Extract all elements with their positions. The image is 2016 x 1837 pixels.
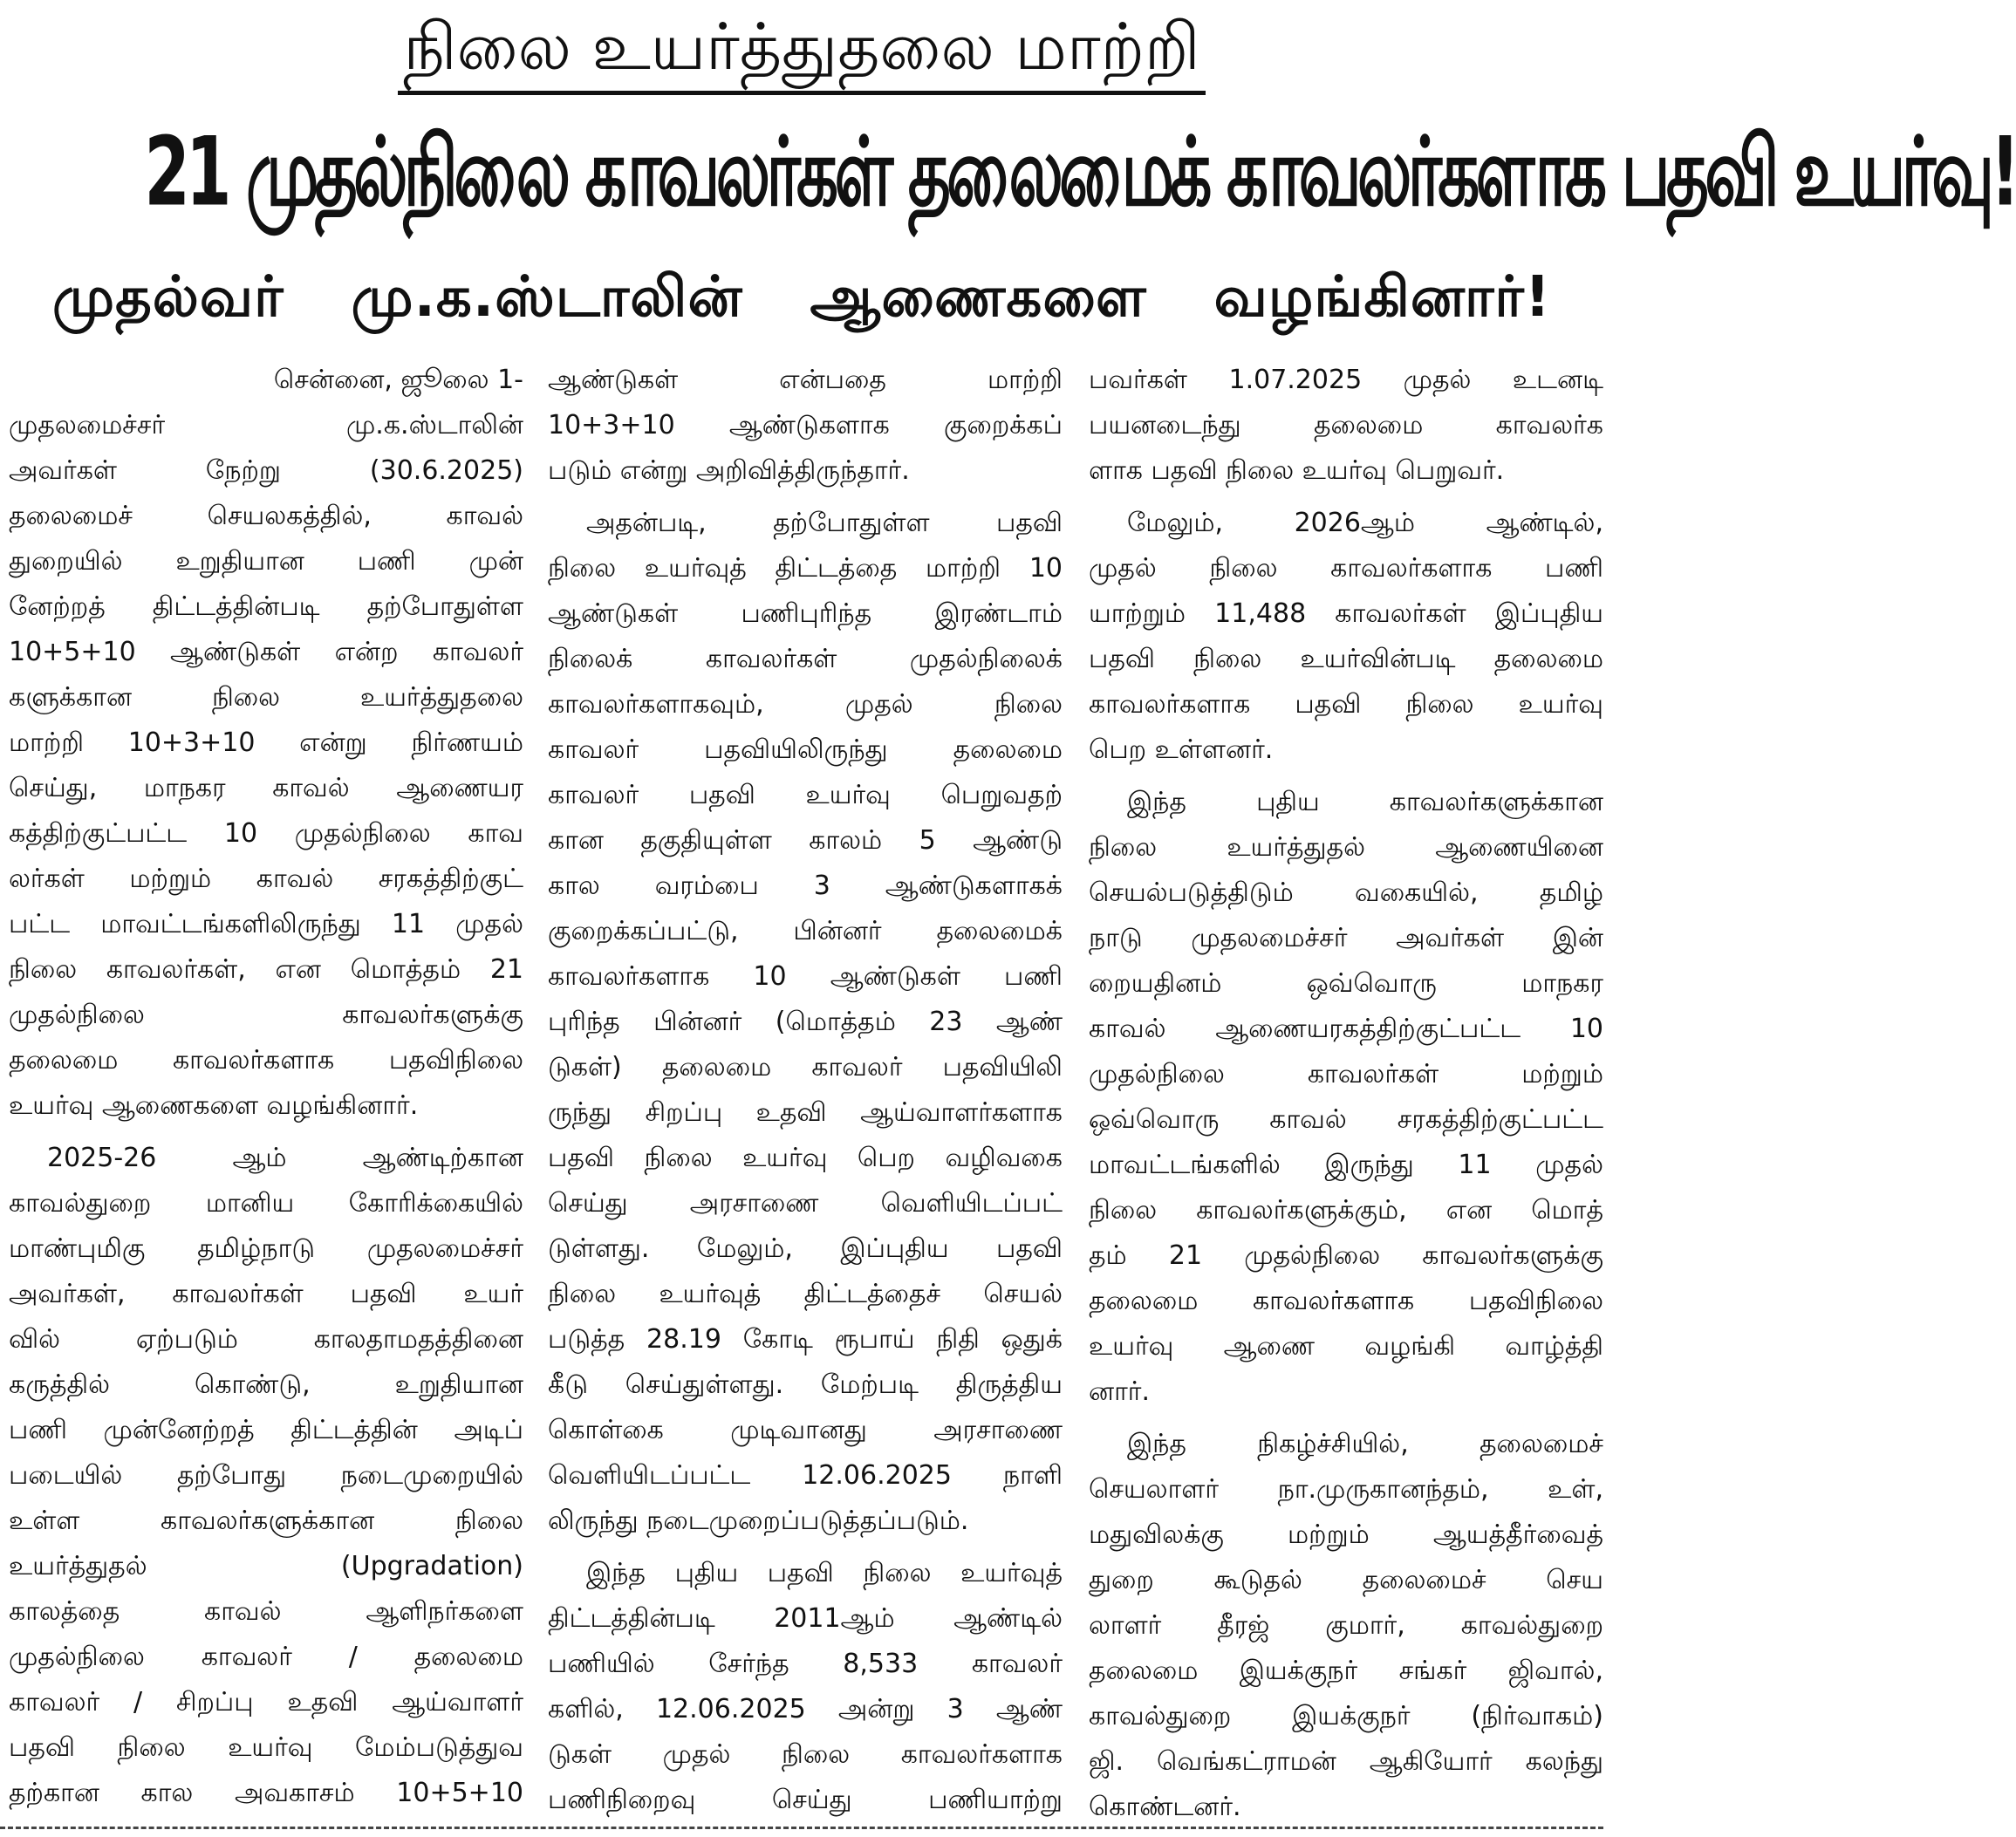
article-text-line: யாற்றும் 11,488 காவலர்கள் இப்புதிய <box>1089 598 1603 629</box>
article-column-2 <box>548 358 1063 1823</box>
article-text-line: லிருந்து நடைமுறைப்படுத்தப்படும். <box>548 1506 969 1536</box>
article-text-line: பயனடைந்து தலைமை காவலர்க <box>1089 410 1603 440</box>
article-text-line: தற்கான கால அவகாசம் 10+5+10 <box>9 1778 523 1808</box>
article-text-line: பதவி நிலை உயர்வு மேம்படுத்துவ <box>9 1732 523 1763</box>
article-text-line: பதவி நிலை உயர்வு பெற வழிவகை <box>548 1143 1063 1173</box>
article-text-line: நிலை காவலர்களுக்கும், என மொத் <box>1089 1195 1603 1226</box>
article-text-line: நிலை உயர்வுத் திட்டத்தை மாற்றி 10 <box>548 553 1063 584</box>
article-text-line: தம் 21 முதல்நிலை காவலர்களுக்கு <box>1089 1240 1603 1271</box>
article-text-line: காவலர்களாக பதவி நிலை உயர்வு <box>1089 689 1603 720</box>
article-text-line: னார். <box>1089 1376 1150 1407</box>
article-text-line: பட்ட மாவட்டங்களிலிருந்து 11 முதல் <box>9 909 523 939</box>
article-text-line: முதலமைச்சர் மு.க.ஸ்டாலின் <box>9 410 523 440</box>
article-text-line: படுத்த 28.19 கோடி ரூபாய் நிதி ஒதுக் <box>548 1324 1063 1355</box>
article-text-line: ஆண்டுகள் பணிபுரிந்த இரண்டாம் <box>548 598 1063 629</box>
article-text-line: னேற்றத் திட்டத்தின்படி தற்போதுள்ள <box>9 591 523 622</box>
article-text-line: வெளியிடப்பட்ட 12.06.2025 நாளி <box>548 1460 1063 1491</box>
article-text-line: ளாக பதவி நிலை உயர்வு பெறுவர். <box>1089 455 1505 486</box>
article-text-line: பணியில் சேர்ந்த 8,533 காவலர் <box>548 1649 1063 1679</box>
article-text-line: களில், 12.06.2025 அன்று 3 ஆண் <box>548 1694 1063 1724</box>
article-text-line: காவலர் பதவி உயர்வு பெறுவதற் <box>548 780 1063 810</box>
article-text-line: மாற்றி 10+3+10 என்று நிர்ணயம் <box>9 727 523 758</box>
article-text-line: அதன்படி, தற்போதுள்ள பதவி <box>586 508 1063 538</box>
article-text-line: கருத்தில் கொண்டு, உறுதியான <box>9 1369 523 1400</box>
article-text-line: முதல்நிலை காவலர்கள் மற்றும் <box>1089 1059 1603 1089</box>
article-text-line: நிலை உயர்வுத் திட்டத்தைச் செயல் <box>548 1279 1063 1309</box>
article-text-line: காவலர்களாகவும், முதல் நிலை <box>548 689 1063 720</box>
kicker-text: நிலை உயர்த்துதலை மாற்றி <box>398 3 1205 95</box>
article-text-line: ஆண்டுகள் என்பதை மாற்றி <box>548 365 1063 395</box>
article-text-line: செய்து அரசாணை வெளியிடப்பட் <box>548 1188 1063 1219</box>
article-text-line: ஜி. வெங்கட்ராமன் ஆகியோர் கலந்து <box>1089 1746 1603 1777</box>
article-text-line: தலைமை காவலர்களாக பதவிநிலை <box>9 1045 523 1076</box>
article-text-line: நிலை காவலர்கள், என மொத்தம் 21 <box>9 954 523 985</box>
article-text-line: இந்த புதிய காவலர்களுக்கான <box>1127 787 1603 817</box>
article-text-line: காவலர்களாக 10 ஆண்டுகள் பணி <box>548 961 1063 992</box>
article-text-line: படையில் தற்போது நடைமுறையில் <box>9 1460 523 1491</box>
article-text-line: காவல்துறை இயக்குநர் (நிர்வாகம்) <box>1089 1701 1603 1731</box>
article-text-line: கத்திற்குட்பட்ட 10 முதல்நிலை காவ <box>9 818 523 849</box>
article-text-line: கொண்டனர். <box>1089 1792 1241 1822</box>
article-text-line: கீடு செய்துள்ளது. மேற்படி திருத்திய <box>548 1369 1063 1400</box>
article-text-line: ருந்து சிறப்பு உதவி ஆய்வாளர்களாக <box>548 1097 1063 1128</box>
article-text-line: தலைமை காவலர்களாக பதவிநிலை <box>1089 1286 1603 1316</box>
article-text-line: காலத்தை காவல் ஆளிநர்களை <box>9 1596 523 1627</box>
article-text-line: நிலை உயர்த்துதல் ஆணையினை <box>1089 832 1603 863</box>
article-text-line: உள்ள காவலர்களுக்கான நிலை <box>9 1506 523 1536</box>
article-text-line: சென்னை, ஜூலை 1- <box>273 365 523 395</box>
paragraph-gap <box>1089 1415 1603 1422</box>
article-text-line: காவல் ஆணையரகத்திற்குட்பட்ட 10 <box>1089 1014 1603 1044</box>
article-text-line: ஒவ்வொரு காவல் சரகத்திற்குட்பட்ட <box>1089 1104 1603 1135</box>
article-text-line: துறை கூடுதல் தலைமைச் செய <box>1089 1565 1603 1595</box>
article-text-line: தலைமைச் செயலகத்தில், காவல் <box>9 501 523 531</box>
article-text-line: டுகள் முதல் நிலை காவலர்களாக <box>548 1739 1063 1770</box>
article-text-line: கொள்கை முடிவானது அரசாணை <box>548 1415 1063 1445</box>
article-text-line: மாவட்டங்களில் இருந்து 11 முதல் <box>1089 1150 1603 1180</box>
article-text-line: காவலர் / சிறப்பு உதவி ஆய்வாளர் <box>9 1687 523 1717</box>
article-text-line: குறைக்கப்பட்டு, பின்னர் தலைமைக் <box>548 916 1063 946</box>
article-text-line: உயர்வு ஆணைகளை வழங்கினார். <box>9 1090 419 1121</box>
article-text-line: லர்கள் மற்றும் காவல் சரகத்திற்குட் <box>9 864 523 894</box>
article-text-line: நாடு முதலமைச்சர் அவர்கள் இன் <box>1089 923 1603 953</box>
article-text-line: காவலர் பதவியிலிருந்து தலைமை <box>548 734 1063 765</box>
article-text-line: முதல்நிலை காவலர்களுக்கு <box>9 1000 523 1030</box>
article-text-line: டுகள்) தலைமை காவலர் பதவியிலி <box>548 1052 1063 1082</box>
article-column-1 <box>9 358 523 1816</box>
article-text-line: மாண்புமிகு தமிழ்நாடு முதலமைச்சர் <box>9 1233 523 1264</box>
article-text-line: 10+3+10 ஆண்டுகளாக குறைக்கப் <box>548 410 1063 440</box>
article-text-line: பணி முன்னேற்றத் திட்டத்தின் அடிப் <box>9 1415 523 1445</box>
article-text-line: 2025-26 ஆம் ஆண்டிற்கான <box>47 1143 523 1173</box>
article-text-line: அவர்கள் நேற்று (30.6.2025) <box>9 455 523 486</box>
article-text-line: முதல்நிலை காவலர் / தலைமை <box>9 1642 523 1672</box>
article-text-line: காவல்துறை மானிய கோரிக்கையில் <box>9 1188 523 1219</box>
headline: 21 முதல்நிலை காவலர்கள் தலைமைக் காவலர்களாக பதவி உயர்வு! <box>144 117 2016 228</box>
article-text-line: லாளர் தீரஜ் குமார், காவல்துறை <box>1089 1610 1603 1641</box>
article-text-line: புரிந்த பின்னர் (மொத்தம் 23 ஆண் <box>548 1007 1063 1037</box>
article-text-line: துறையில் உறுதியான பணி முன் <box>9 546 523 577</box>
article-text-line: களுக்கான நிலை உயர்த்துதலை <box>9 682 523 713</box>
article-text-line: உயர்த்துதல் (Upgradation) <box>9 1551 523 1581</box>
article-text-line: பெற உள்ளனர். <box>1089 734 1274 765</box>
paragraph-gap <box>9 1129 523 1136</box>
paragraph-gap <box>1089 773 1603 780</box>
article-text-line: செயல்படுத்திடும் வகையில், தமிழ் <box>1089 878 1603 908</box>
article-text-line: பதவி நிலை உயர்வின்படி தலைமை <box>1089 644 1603 674</box>
kicker-heading <box>0 3 1603 95</box>
article-text-line: றையதினம் ஒவ்வொரு மாநகர <box>1089 968 1603 999</box>
article-text-line: இந்த புதிய பதவி நிலை உயர்வுத் <box>586 1558 1063 1588</box>
paragraph-gap <box>548 1544 1063 1551</box>
article-text-line: மதுவிலக்கு மற்றும் ஆயத்தீர்வைத் <box>1089 1519 1603 1550</box>
article-text-line: முதல் நிலை காவலர்களாக பணி <box>1089 553 1603 584</box>
article-text-line: கால வரம்பை 3 ஆண்டுகளாகக் <box>548 871 1063 901</box>
subheadline: முதல்வர் மு.க.ஸ்டாலின் ஆணைகளை வழங்கினார்! <box>52 265 1551 330</box>
article-text-line: பணிநிறைவு செய்து பணியாற்று <box>548 1785 1063 1815</box>
article-text-line: இந்த நிகழ்ச்சியில், தலைமைச் <box>1127 1429 1603 1459</box>
article-text-line: டுள்ளது. மேலும், இப்புதிய பதவி <box>548 1233 1063 1264</box>
article-text-line: நிலைக் காவலர்கள் முதல்நிலைக் <box>548 644 1063 674</box>
article-text-line: தலைமை இயக்குநர் சங்கர் ஜிவால், <box>1089 1656 1603 1686</box>
paragraph-gap <box>1089 494 1603 501</box>
article-text-line: உயர்வு ஆணை வழங்கி வாழ்த்தி <box>1089 1331 1603 1362</box>
article-text-line: மேலும், 2026ஆம் ஆண்டில், <box>1127 508 1603 538</box>
article-text-line: படும் என்று அறிவித்திருந்தார். <box>548 455 910 486</box>
article-text-line: செயலாளர் நா.முருகானந்தம், உள், <box>1089 1474 1603 1505</box>
paragraph-gap <box>548 494 1063 501</box>
bottom-dashed-rule <box>0 1827 1603 1829</box>
article-text-line: பவர்கள் 1.07.2025 முதல் உடனடி <box>1089 365 1603 395</box>
article-text-line: கான தகுதியுள்ள காலம் 5 ஆண்டு <box>548 825 1063 856</box>
article-text-line: வில் ஏற்படும் காலதாமதத்தினை <box>9 1324 523 1355</box>
article-text-line: செய்து, மாநகர காவல் ஆணையர <box>9 773 523 803</box>
article-text-line: அவர்கள், காவலர்கள் பதவி உயர் <box>9 1279 523 1309</box>
article-column-3 <box>1089 358 1603 1830</box>
article-text-line: திட்டத்தின்படி 2011ஆம் ஆண்டில் <box>548 1603 1063 1634</box>
article-text-line: 10+5+10 ஆண்டுகள் என்ற காவலர் <box>9 637 523 667</box>
